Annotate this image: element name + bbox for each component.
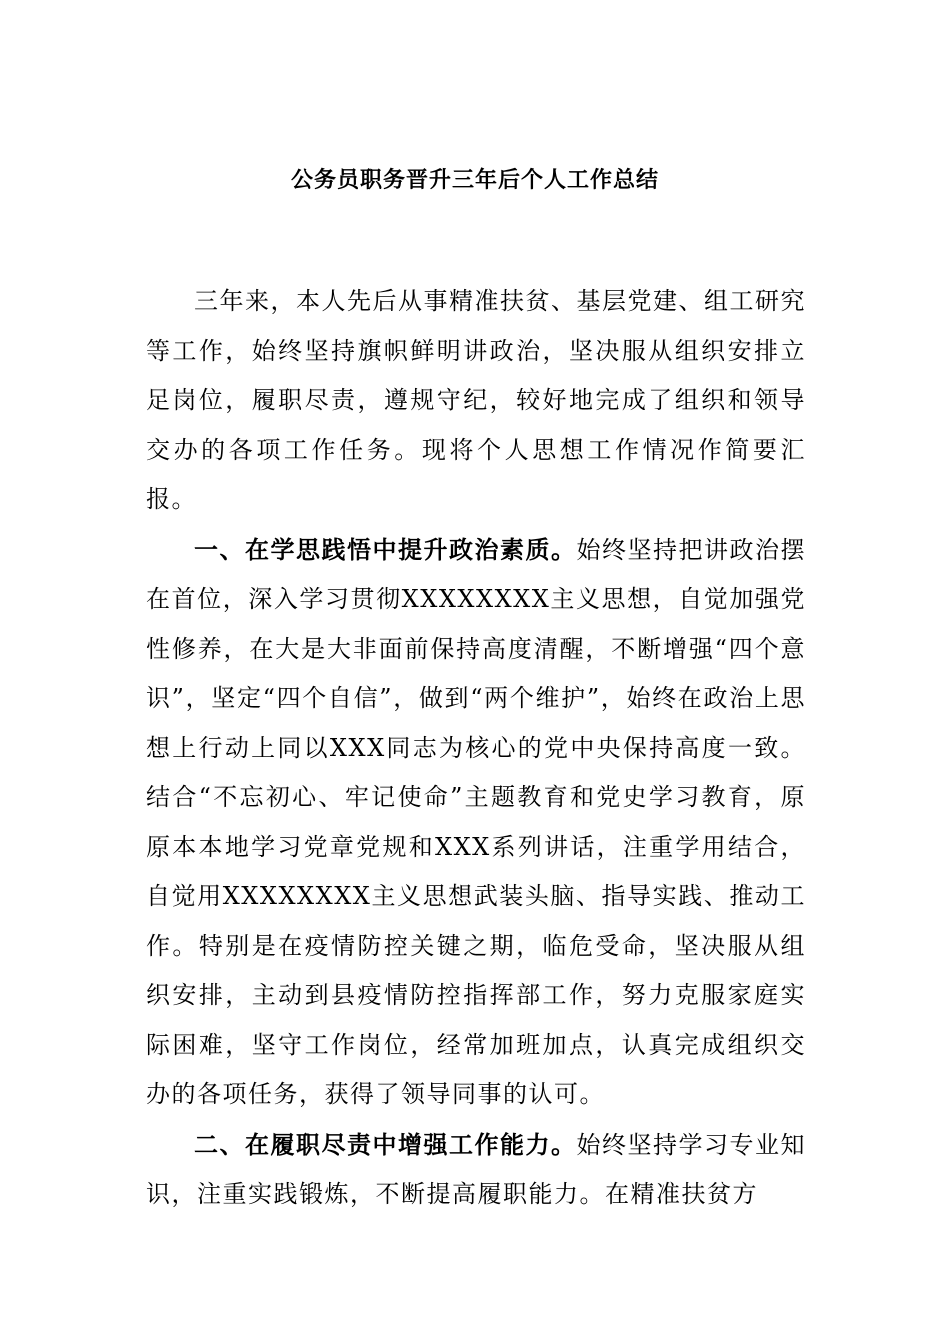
paragraph-section-2 (146, 1120, 806, 1220)
section-heading-2: 二、在履职尽责中增强工作能力。 (194, 1129, 577, 1159)
document-title: 公务员职务晋升三年后个人工作总结 (290, 167, 659, 193)
paragraph-section-1 (146, 525, 806, 1120)
document-body (146, 276, 806, 1220)
paragraph-text: 始终坚持学习专业知识，注重实践锻炼，不断提高履职能力。在精准扶贫方 (146, 1130, 806, 1208)
paragraph-text: 始终坚持把讲政治摆在首位，深入学习贯彻XXXXXXXX主义思想，自觉加强党性修养，在大是大非面前保持高度清醒，不断增强“四个意识”，坚定“四个自信”，做到“两个维护”，始终在政治上思想上行动上同以XXX同志为核心的党中央保持高度一致。结合“不忘初心、牢记使命”主题教育和党史学习教育，原原本本地学习党章党规和XXX系列讲话，注重学用结合，自觉用XXXXXXXX主义思想武装头脑、指导实践、推动工作。特别是在疫情防控关键之期，临危受命，坚决服从组织安排，主动到县疫情防控指挥部工作，努力克服家庭实际困难，坚守工作岗位，经常加班加点，认真完成组织交办的各项任务，获得了领导同事的认可。 (146, 535, 806, 1108)
paragraph-text: 三年来，本人先后从事精准扶贫、基层党建、组工研究等工作，始终坚持旗帜鲜明讲政治，坚决服从组织安排立足岗位，履职尽责，遵规守纪，较好地完成了组织和领导交办的各项工作任务。现将个人思想工作情况作简要汇报。 (146, 287, 806, 513)
paragraph-intro (146, 276, 806, 525)
section-heading-1: 一、在学思践悟中提升政治素质。 (194, 534, 577, 564)
